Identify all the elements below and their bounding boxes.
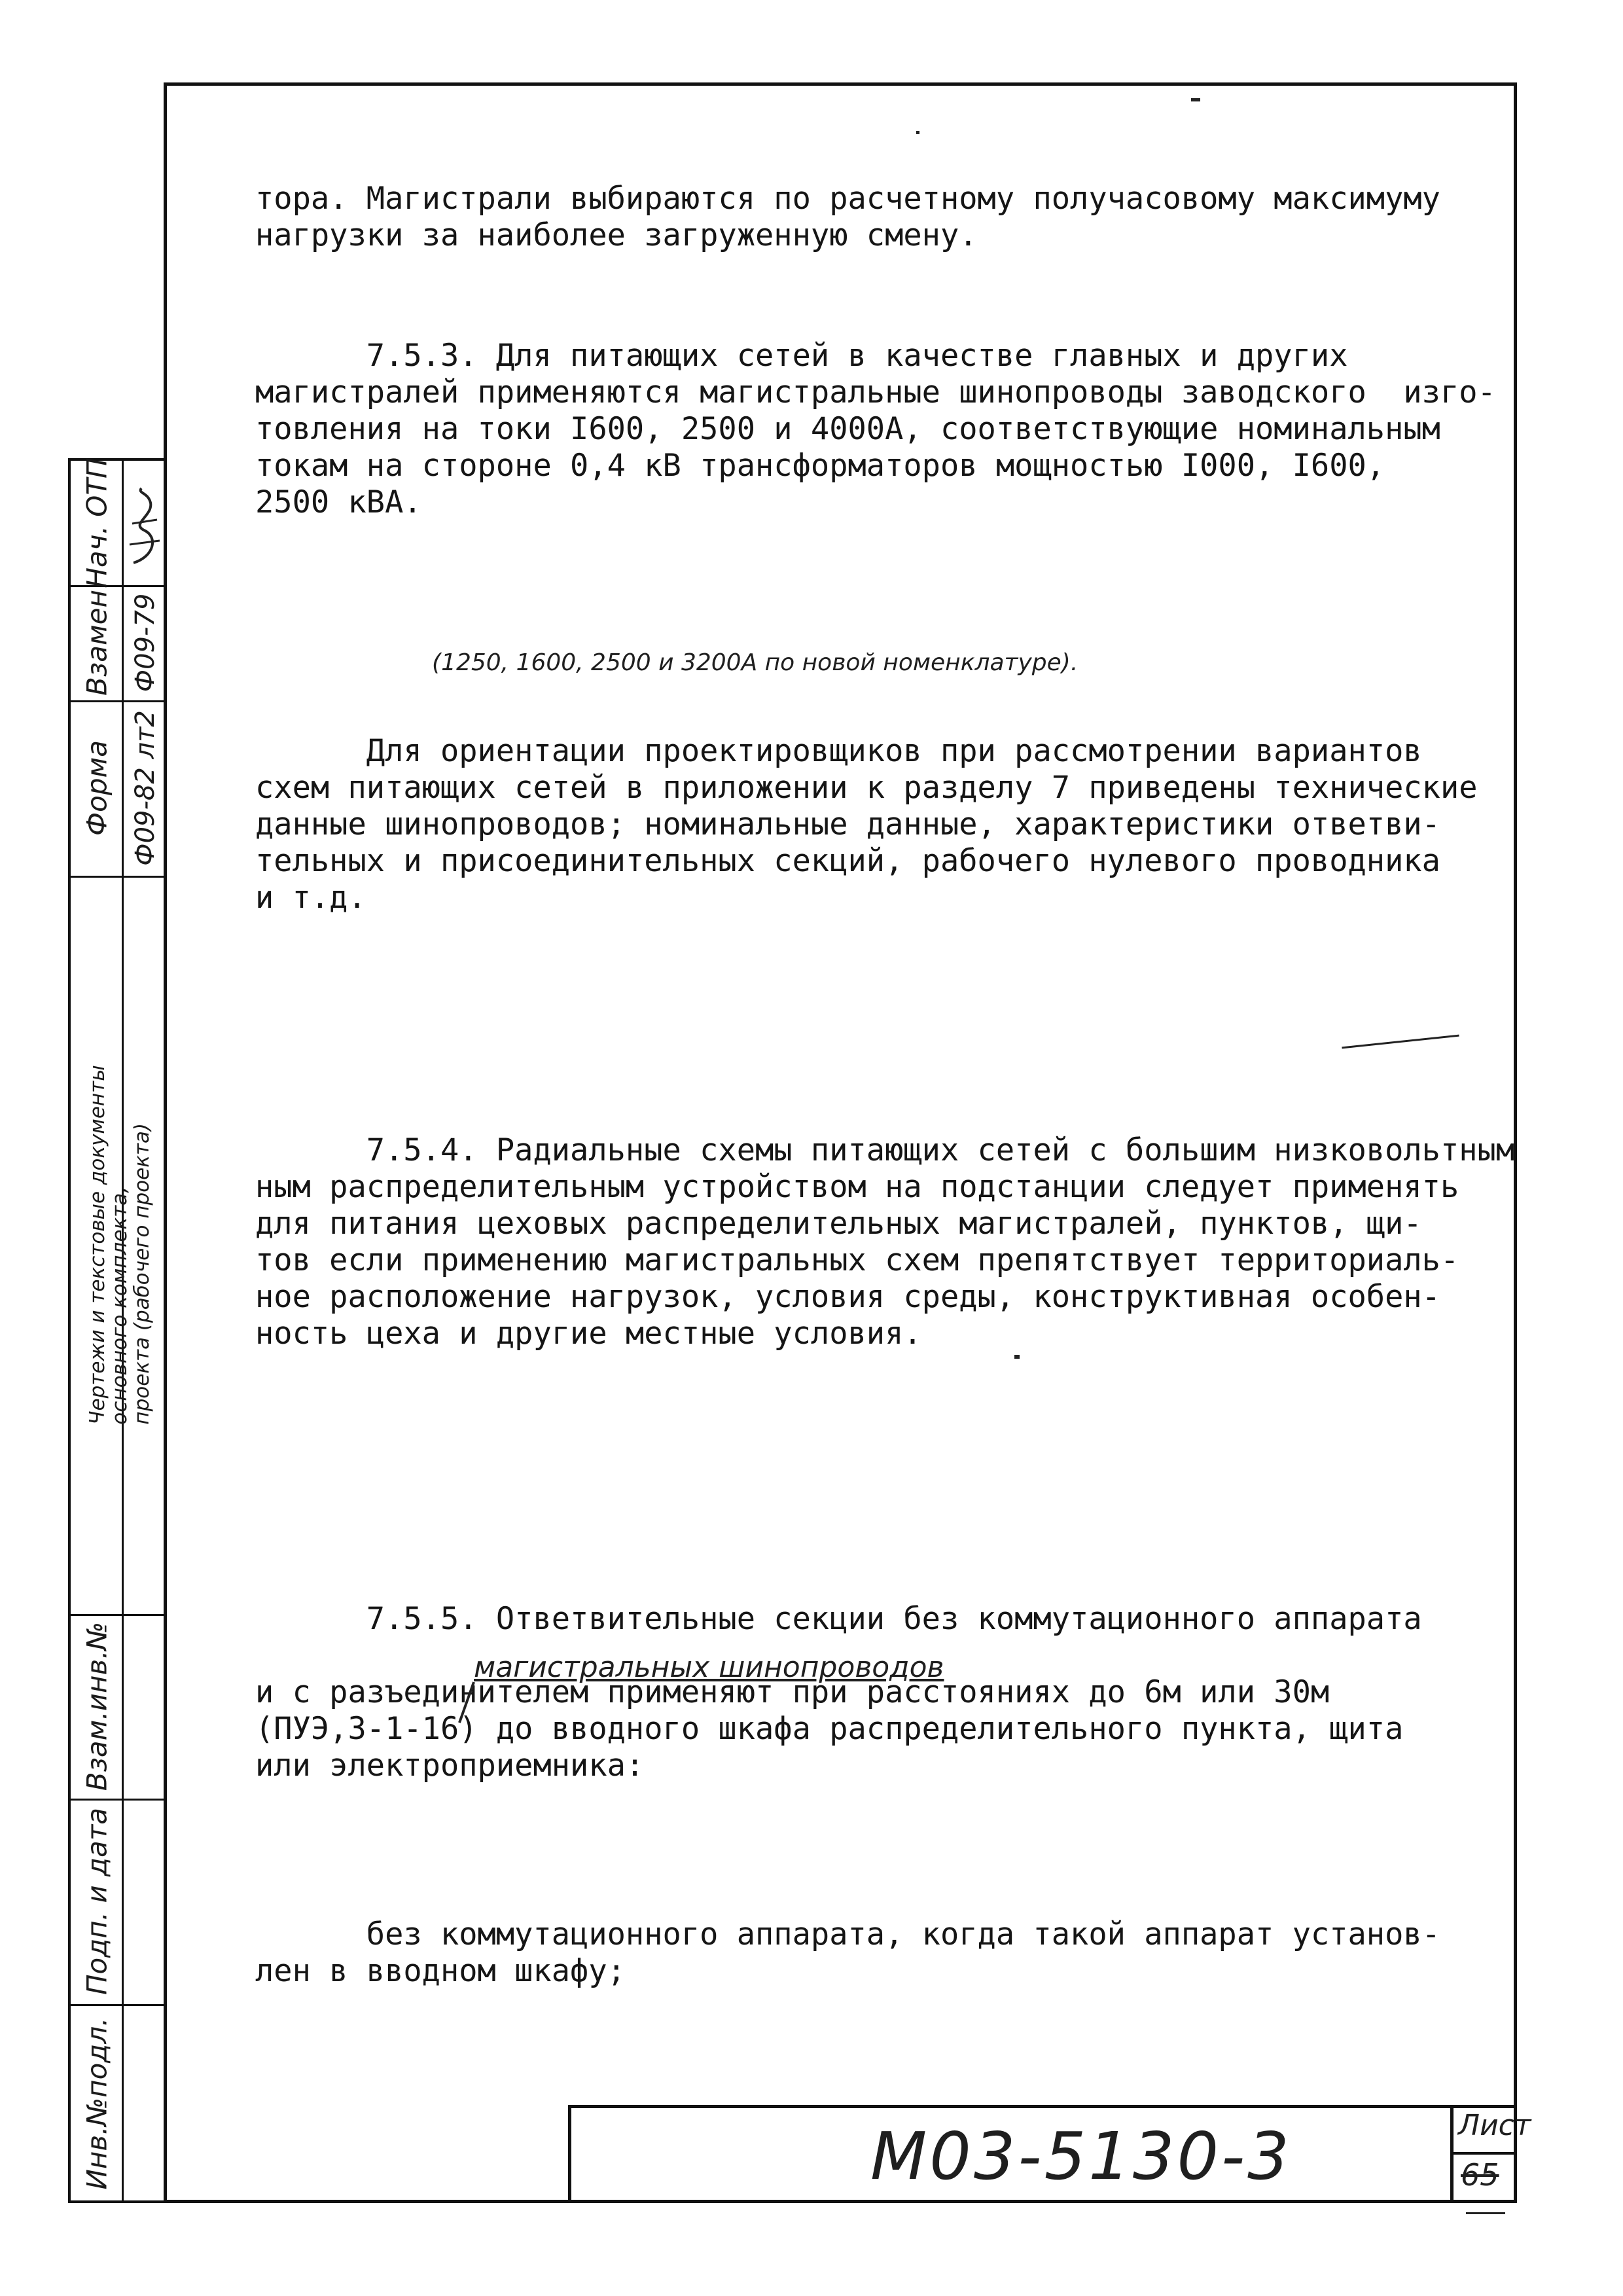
text-line: и т.д.: [255, 880, 366, 916]
doc-type-line: основного комплекта,: [108, 1186, 132, 1425]
text-line: без коммутационного аппарата, когда такой аппарат установ-: [255, 1916, 1440, 1952]
left-margin-stamp: [68, 458, 166, 2203]
text-line: товления на токи I600, 2500 и 4000А, соответствующие номинальным: [255, 411, 1440, 447]
text-line: нагрузки за наиболее загруженную смену.: [255, 217, 978, 253]
doc-type-line: Чертежи и текстовые документы: [86, 1065, 109, 1425]
paragraph-4: [255, 1132, 1514, 1352]
text-line: 7.5.4. Радиальные схемы питающих сетей с большим низковольтным: [255, 1132, 1515, 1168]
insertion-caret: [457, 1679, 476, 1725]
text-line: Для ориентации проектировщиков при рассмотрении вариантов: [255, 733, 1422, 769]
handwritten-note-ratings: (1250, 1600, 2500 и 3200А по новой номенклатуре).: [432, 649, 1079, 676]
text-line: тельных и присоединительных секций, рабочего нулевого проводника: [255, 843, 1440, 879]
text-line: ное расположение нагрузок, условия среды, конструктивная особен-: [255, 1279, 1440, 1315]
paragraph-6: [255, 1916, 1440, 1990]
text-line: и с разъединителем применяют при расстояниях до 6м или 30м: [255, 1674, 1330, 1710]
sheet-label: Лист: [1458, 2109, 1531, 2142]
vzamen-value: Ф09-79: [130, 593, 160, 692]
text-line: лен в вводном шкафу;: [255, 1953, 626, 1989]
podp-data-label: Подп. и дата: [80, 1807, 113, 1996]
paragraph-5: [255, 1601, 1422, 1784]
text-line: 7.5.5. Ответвительные секции без коммутационного аппарата: [255, 1601, 1422, 1637]
text-line: для питания цеховых распределительных магистралей, пунктов, щи-: [255, 1206, 1422, 1242]
document-designation: М03-5130-3: [870, 2118, 1292, 2195]
vzamen-label: Взамен: [80, 590, 113, 696]
paragraph-2: [255, 338, 1496, 521]
text-line: (ПУЭ,3-1-16) до вводного шкафа распределительного пункта, щита: [255, 1711, 1404, 1747]
stamp-cell-forma: [71, 700, 169, 876]
text-line: ным распределительным устройством на подстанции следует применять: [255, 1169, 1459, 1205]
scan-speck: [1191, 98, 1200, 101]
scan-speck: [1014, 1355, 1020, 1359]
nach-otp-label: Нач. ОТП: [80, 457, 113, 588]
paragraph-3: [255, 733, 1478, 916]
stamp-cell-inv-podl: [71, 2004, 169, 2203]
handwritten-insert-busbar: магистральных шинопроводов: [474, 1651, 944, 1684]
text-line: данные шинопроводов; номинальные данные, характеристики ответви-: [255, 806, 1440, 842]
text-line: тов если применению магистральных схем препятствует территориаль-: [255, 1242, 1459, 1278]
forma-label: Форма: [80, 740, 113, 836]
text-line: схем питающих сетей в приложении к разделу 7 приведены технические: [255, 770, 1478, 806]
stamp-cell-doc-type: [71, 876, 169, 1614]
doc-type-line: проекта (рабочего проекта): [130, 1122, 154, 1425]
text-line: тора. Магистрали выбираются по расчетному получасовому максимуму: [255, 181, 1440, 217]
paragraph-1: [255, 181, 1440, 254]
text-line: ность цеха и другие местные условия.: [255, 1316, 922, 1352]
stamp-cell-podp-data: [71, 1799, 169, 2004]
stamp-cell-nach-otp: [71, 457, 169, 588]
stamp-cell-vzam-inv: [71, 1614, 169, 1799]
vzam-inv-label: Взам.инв.№: [80, 1621, 113, 1791]
sheet-number: 65: [1461, 2157, 1499, 2193]
scan-stroke: [1466, 2212, 1505, 2214]
nach-otp-signature: [124, 484, 165, 569]
text-line: 7.5.3. Для питающих сетей в качестве главных и других: [255, 338, 1348, 374]
text-line: магистралей применяются магистральные шинопроводы заводского изго-: [255, 374, 1496, 410]
stamp-cell-vzamen: [71, 585, 169, 700]
text-line: 2500 кВА.: [255, 484, 422, 520]
text-line: или электроприемника:: [255, 1748, 645, 1784]
scan-speck: [916, 131, 919, 134]
doc-type-text: [86, 1065, 153, 1424]
text-line: токам на стороне 0,4 кВ трансформаторов мощностью I000, I600,: [255, 448, 1385, 484]
forma-value: Ф09-82 лт2: [130, 710, 160, 866]
inv-podl-label: Инв.№подл.: [80, 2017, 113, 2190]
